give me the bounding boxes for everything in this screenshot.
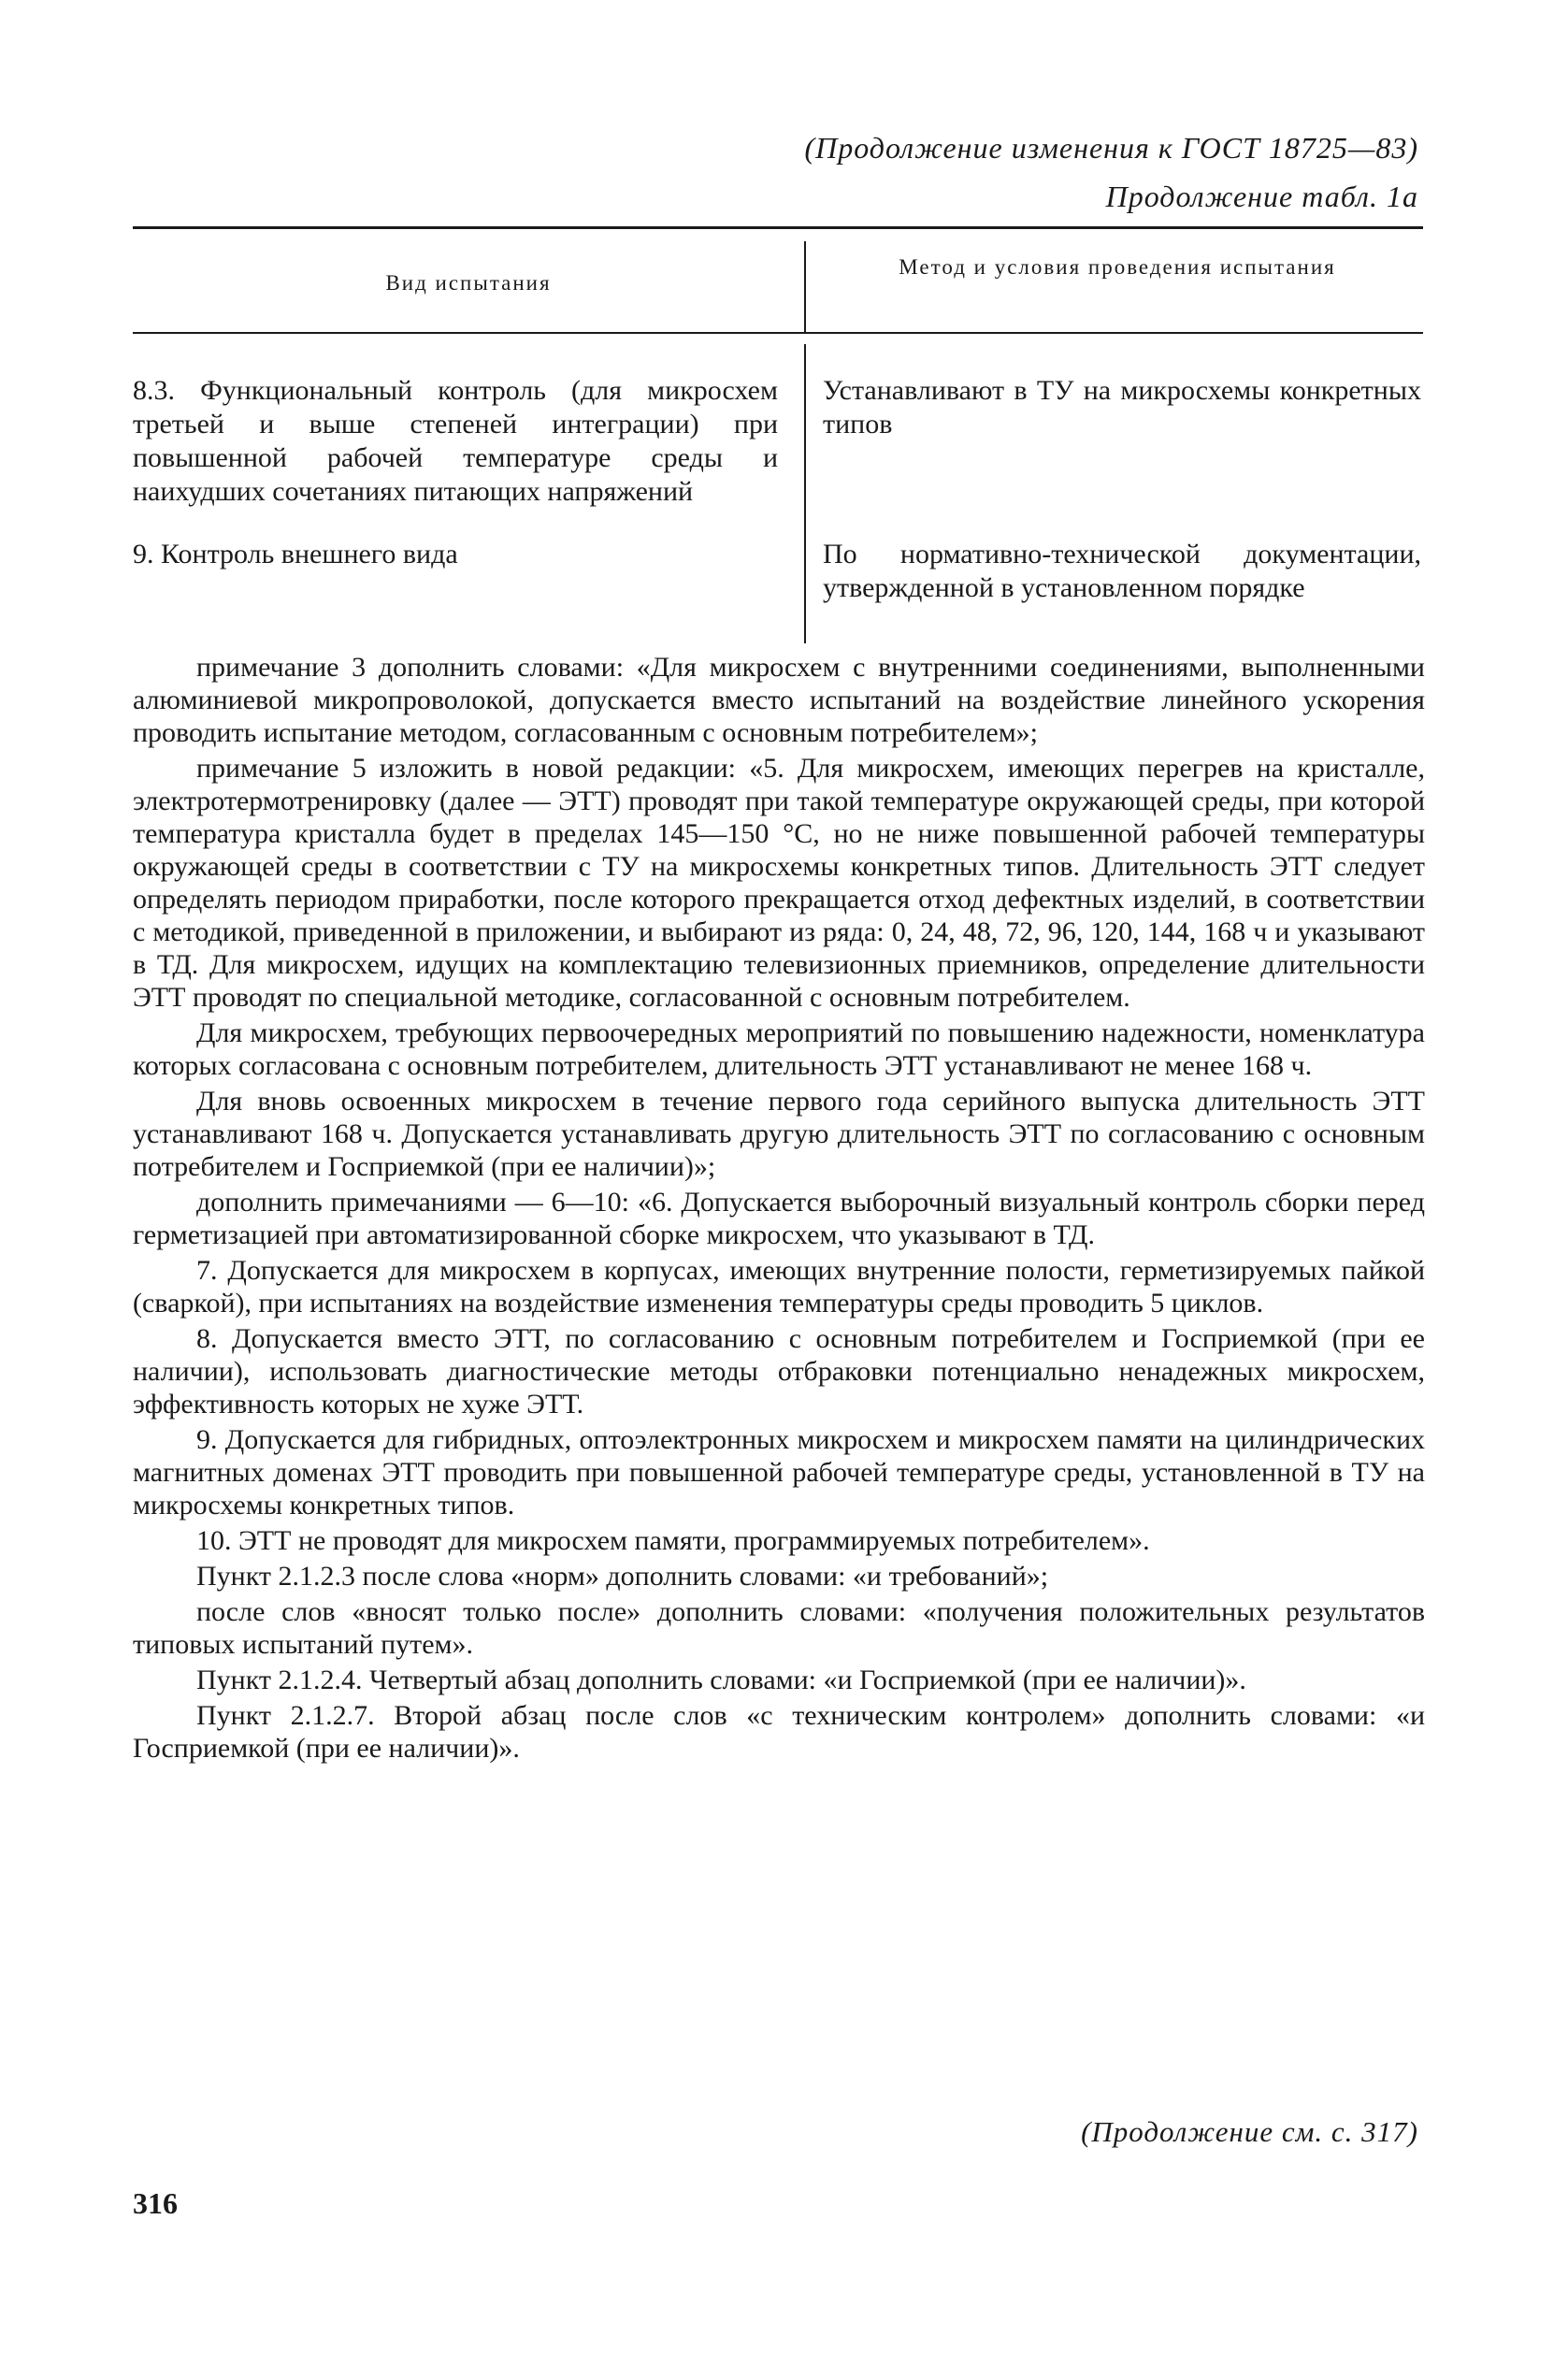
- document-body: [133, 651, 1425, 1767]
- paragraph-note-8: 8. Допускается вместо ЭТТ, по согласованию с основным потребителем и Госприемкой (при ее наличии), использовать диагностические методы отбраковки потенциально ненадежных микросхем, эффективность которых не хуже ЭТТ.: [133, 1323, 1425, 1420]
- table-header-method: Метод и условия проведения испытания: [899, 255, 1336, 279]
- page-number: 316: [133, 2186, 178, 2220]
- paragraph-note-5: примечание 5 изложить в новой редакции: «5. Для микросхем, имеющих перегрев на кристалле, электротермотренировку (далее — ЭТТ) проводят при такой температуре окружающей среды, при которой температура кристалла будет в пределах 145—150 °С, но не ниже повышенной рабочей температуры окружающей среды в соответствии с ТУ на микросхемы конкретных типов. Длительность ЭТТ следует определять периодом приработки, после которого прекращается отход дефектных изделий, в соответствии с методикой, приведенной в приложении, и выбирают из ряда: 0, 24, 48, 72, 96, 120, 144, 168 ч и указывают в ТД. Для микросхем, идущих на комплектацию телевизионных приемников, определение длительности ЭТТ проводят по специальной методике, согласованной с основным потребителем.: [133, 753, 1425, 1013]
- paragraph-note-9: 9. Допускается для гибридных, оптоэлектронных микросхем и микросхем памяти на цилиндрических магнитных доменах ЭТТ проводить при повышенной рабочей температуре среды, установленной в ТУ на микросхемы конкретных типов.: [133, 1424, 1425, 1521]
- document-continuation-header: (Продолжение изменения к ГОСТ 18725—83): [804, 131, 1418, 165]
- table-top-rule: [133, 226, 1423, 229]
- table-header-divider: [804, 241, 806, 333]
- paragraph-note-7: 7. Допускается для микросхем в корпусах, имеющих внутренние полости, герметизируемых пайкой (сваркой), при испытаниях на воздействие изменения температуры среды проводить 5 циклов.: [133, 1255, 1425, 1319]
- paragraph-clause-2-1-2-4: Пункт 2.1.2.4. Четвертый абзац дополнить словами: «и Госприемкой (при ее наличии)».: [196, 1665, 1246, 1695]
- table-cell-method-9: По нормативно-технической документации, утвержденной в установленном порядке: [823, 539, 1421, 603]
- table-header-rule: [133, 332, 1423, 334]
- table-body-divider: [804, 344, 806, 643]
- paragraph-priority-microcircuits: Для микросхем, требующих первоочередных мероприятий по повышению надежности, номенклатура которых согласована с основным потребителем, длительность ЭТТ устанавливают не менее 168 ч.: [133, 1017, 1425, 1081]
- paragraph-new-microcircuits: Для вновь освоенных микросхем в течение первого года серийного выпуска длительность ЭТТ устанавливают 168 ч. Допускается устанавливать другую длительность ЭТТ по согласованию с основным потребителем и Госприемкой (при ее наличии)»;: [133, 1086, 1425, 1182]
- table-cell-test-8-3: 8.3. Функциональный контроль (для микросхем третьей и выше степеней интеграции) при повышенной рабочей температуре среды и наихудших сочетаниях питающих напряжений: [133, 375, 778, 507]
- paragraph-clause-2-1-2-7: Пункт 2.1.2.7. Второй абзац после слов «с техническим контролем» дополнить словами: «и Госприемкой (при ее наличии)».: [133, 1700, 1425, 1764]
- paragraph-clause-2-1-2-3: Пункт 2.1.2.3 после слова «норм» дополнить словами: «и требований»;: [196, 1561, 1049, 1592]
- table-cell-method-8-3: Устанавливают в ТУ на микросхемы конкретных типов: [823, 375, 1421, 440]
- table-continuation-header: Продолжение табл. 1а: [1105, 180, 1418, 213]
- paragraph-note-3: примечание 3 дополнить словами: «Для микросхем с внутренними соединениями, выполненными алюминиевой микропроволокой, допускается вместо испытаний на воздействие линейного ускорения проводить испытание методом, согласованным с основным потребителем»;: [133, 652, 1425, 748]
- paragraph-clause-2-1-2-3-cont: после слов «вносят только после» дополнить словами: «получения положительных результатов типовых испытаний путем».: [133, 1596, 1425, 1660]
- table-cell-test-9: 9. Контроль внешнего вида: [133, 539, 458, 569]
- continuation-footer: (Продолжение см. с. 317): [1081, 2115, 1418, 2148]
- paragraph-note-6: дополнить примечаниями — 6—10: «6. Допускается выборочный визуальный контроль сборки перед герметизацией при автоматизированной сборке микросхем, что указывают в ТД.: [133, 1187, 1425, 1250]
- table-header-test-type: Вид испытания: [385, 271, 552, 295]
- paragraph-note-10: 10. ЭТТ не проводят для микросхем памяти, программируемых потребителем».: [196, 1525, 1150, 1556]
